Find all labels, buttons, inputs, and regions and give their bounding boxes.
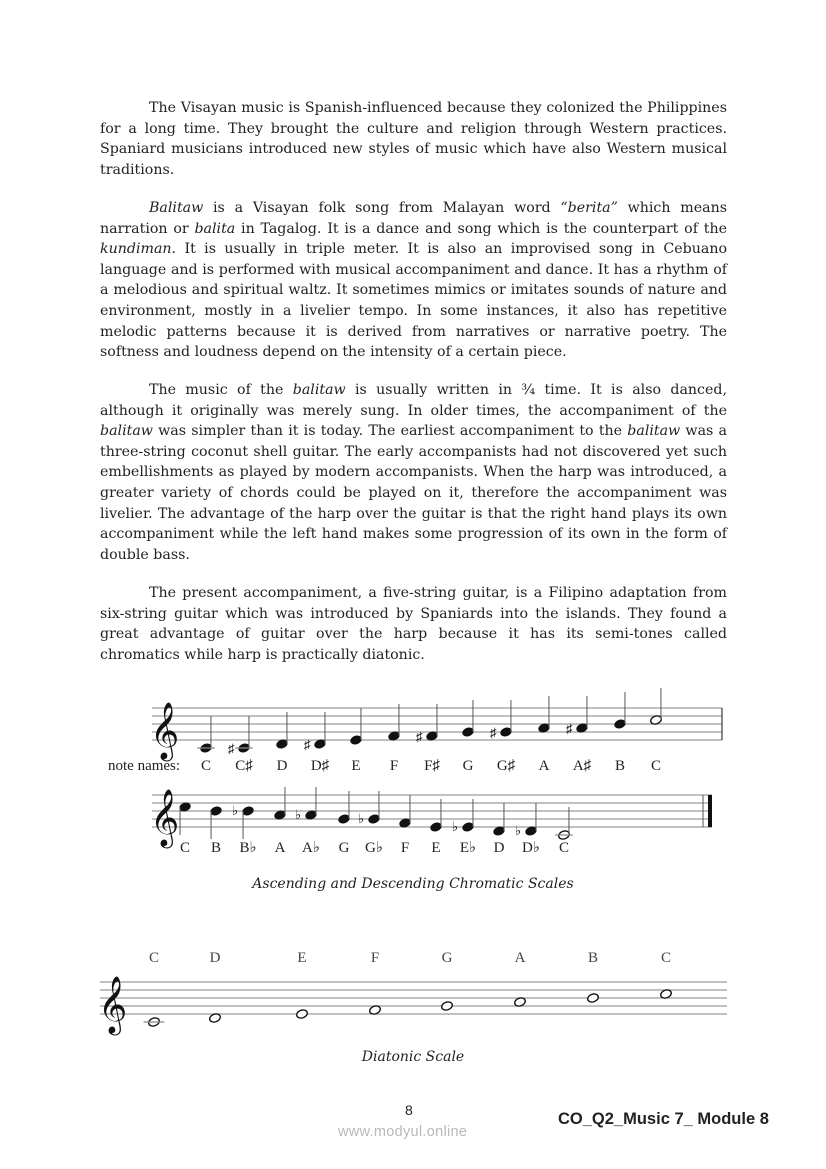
note-C xyxy=(650,688,663,725)
note-E xyxy=(430,799,443,832)
note-D xyxy=(493,803,506,836)
text-run: was simpler than it is today. The earliest accompaniment to the xyxy=(152,423,628,440)
italic-term: “berita” xyxy=(560,200,618,216)
note-D♭ xyxy=(525,803,538,836)
note-name-label: G xyxy=(338,840,350,856)
note-B♭ xyxy=(242,806,255,839)
sharp-icon: ♯ xyxy=(566,721,573,736)
flat-icon: ♭ xyxy=(515,823,522,838)
note-A xyxy=(274,787,287,820)
note-G xyxy=(462,700,475,737)
note-name-label: F xyxy=(389,758,399,774)
whole-note-E xyxy=(296,1009,309,1020)
whole-note-B xyxy=(587,993,600,1004)
ascending-chromatic-staff xyxy=(108,688,722,774)
note-G xyxy=(338,791,351,824)
note-name-label: C xyxy=(148,950,160,966)
note-B xyxy=(210,806,223,839)
whole-note-G xyxy=(441,1001,454,1012)
note-name-label: C xyxy=(660,950,672,966)
note-name-label: A xyxy=(274,840,286,856)
note-name-label: D xyxy=(276,758,288,774)
note-name-label: E xyxy=(431,840,441,856)
note-name-label: A♯ xyxy=(572,758,592,774)
final-barline xyxy=(708,795,712,827)
italic-term: Balitaw xyxy=(149,200,204,216)
note-name-label: A♭ xyxy=(302,840,320,856)
text-run: The present accompaniment, a five-string guitar, is a Filipino adaptation from six-string guitar which was introduced by Spaniards into the islands. They found a great advantage of guitar over the harp because it has its semi-tones called chromatics while harp is practically diatonic. xyxy=(100,585,727,663)
notehead xyxy=(296,1009,309,1020)
note-name-label: G♯ xyxy=(496,758,516,774)
notehead xyxy=(587,993,600,1004)
note-names-label: note names: xyxy=(108,758,181,774)
italic-term: balitaw xyxy=(627,423,681,440)
note-name-label: F xyxy=(400,840,410,856)
note-name-label: G xyxy=(441,950,453,966)
diatonic-scale-caption: Diatonic Scale xyxy=(361,1049,465,1065)
note-name-label: G xyxy=(462,758,474,774)
italic-term: kundiman xyxy=(100,241,172,258)
flat-icon: ♭ xyxy=(295,807,302,822)
descending-chromatic-staff xyxy=(150,787,712,856)
note-name-label: E xyxy=(351,758,361,774)
note-name-label: D xyxy=(493,840,505,856)
note-name-label: D♯ xyxy=(310,758,330,774)
flat-icon: ♭ xyxy=(452,819,459,834)
note-name-label: B xyxy=(614,758,626,774)
note-name-label: C♯ xyxy=(235,758,253,774)
sharp-icon: ♯ xyxy=(416,729,423,744)
flat-icon: ♭ xyxy=(358,811,365,826)
italic-term: balita xyxy=(194,220,236,237)
diatonic-scale-staff xyxy=(98,950,727,1036)
watermark-link[interactable]: www.modyul.online xyxy=(338,1124,468,1140)
text-run: is a Visayan folk song from Malayan word xyxy=(203,200,561,216)
note-name-label: F xyxy=(370,950,380,966)
notehead xyxy=(441,1001,454,1012)
note-D♯ xyxy=(314,712,327,749)
note-name-label: F♯ xyxy=(424,758,440,774)
treble-clef-icon: 𝄞 xyxy=(98,977,128,1033)
text-run: is usually written in ¾ time. It is also danced, although it originally was merely sung. In older times, the accompaniment of the xyxy=(100,382,727,419)
note-name-label: E xyxy=(297,950,307,966)
treble-clef-icon: 𝄞 xyxy=(150,703,180,759)
text-run: in Tagalog. It is a dance and song which is the counterpart of the xyxy=(235,220,727,237)
note-G♯ xyxy=(500,700,513,737)
note-A♭ xyxy=(305,787,318,820)
note-A xyxy=(538,696,551,733)
note-name-label: G♭ xyxy=(365,840,383,856)
page-number: 8 xyxy=(405,1102,413,1118)
note-G♭ xyxy=(368,791,381,824)
italic-term: balitaw xyxy=(292,382,346,398)
text-run: . It is usually in triple meter. It is also an improvised song in Cebuano language and is performed with musical accompaniment and dance. It has a rhythm of a melodious and spiritual waltz. It sometimes mimics or imitates sounds of nature and environment, mostly in a livelier tempo. In some instances, it also has repetitive melodic patterns because it is derived from narratives or narrative poetry. The softness and loudness depend on the intensity of a certain piece. xyxy=(100,241,727,361)
note-E xyxy=(350,708,363,745)
note-A♯ xyxy=(576,696,589,733)
note-name-label: B xyxy=(210,840,222,856)
text-run: which means narration or xyxy=(100,200,728,237)
chromatic-scales-caption: Ascending and Descending Chromatic Scales xyxy=(252,876,574,892)
note-name-label: C xyxy=(179,840,191,856)
sharp-icon: ♯ xyxy=(490,725,497,740)
module-code: CO_Q2_Music 7_ Module 8 xyxy=(558,1110,769,1128)
note-name-label: A xyxy=(514,950,526,966)
note-name-label: D♭ xyxy=(522,840,540,856)
note-D xyxy=(276,712,289,749)
note-name-label: B xyxy=(587,950,599,966)
note-name-label: D xyxy=(209,950,221,966)
treble-clef-icon: 𝄞 xyxy=(150,790,180,846)
italic-term: balitaw xyxy=(100,423,153,440)
sharp-icon: ♯ xyxy=(228,741,235,756)
note-E♭ xyxy=(462,799,475,832)
note-name-label: A xyxy=(538,758,550,774)
text-run: was a three-string coconut shell guitar. The early accompanists had not discovered yet such embellishments as played by modern accompanists. When the harp was introduced, a greater variety of chords could be played on it, therefore the accompaniment was livelier. The advantage of the harp over the guitar is that the right hand plays its own accompaniment while the left hand makes some progression of its own in the form of double bass. xyxy=(100,423,727,563)
text-run: The Visayan music is Spanish-influenced because they colonized the Philippines for a long time. They brought the culture and religion through Western practices. Spaniard musicians introduced new styles of music which have also Western musical traditions. xyxy=(100,100,727,178)
note-name-label: C xyxy=(650,758,662,774)
flat-icon: ♭ xyxy=(232,803,239,818)
note-F♯ xyxy=(426,704,439,741)
note-name-label: B♭ xyxy=(239,840,257,856)
note-B xyxy=(614,692,627,729)
note-name-label: E♭ xyxy=(459,840,477,856)
note-F xyxy=(399,795,412,828)
sharp-icon: ♯ xyxy=(304,737,311,752)
note-C xyxy=(179,802,192,835)
note-name-label: C xyxy=(558,840,570,856)
note-name-label: C xyxy=(200,758,212,774)
text-run: The music of the xyxy=(149,382,293,398)
note-F xyxy=(388,704,401,741)
